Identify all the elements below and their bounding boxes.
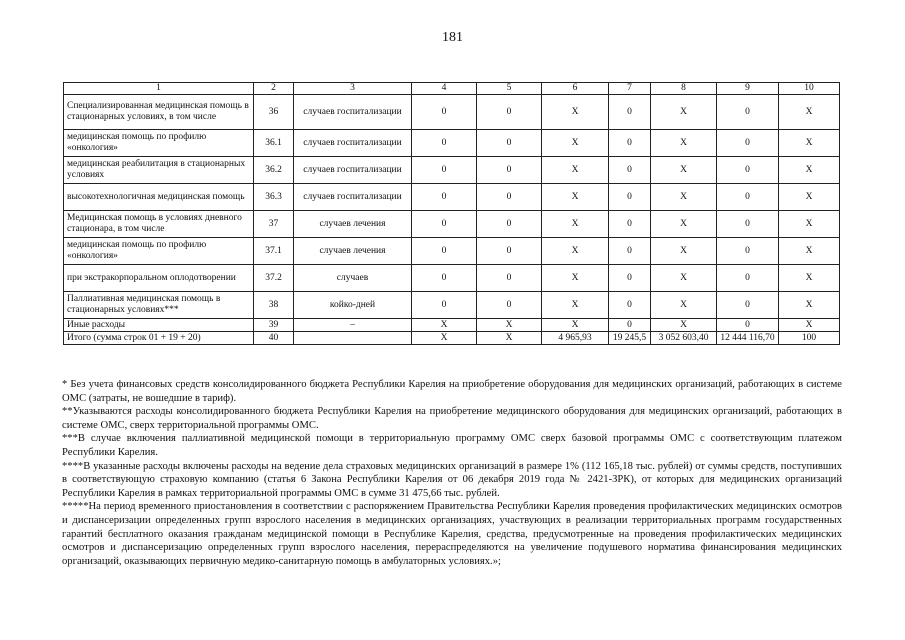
row-number: 36.2 bbox=[254, 157, 294, 184]
table-cell: 0 bbox=[412, 292, 477, 319]
table-cell: X bbox=[412, 332, 477, 345]
table-cell: X bbox=[542, 319, 609, 332]
row-unit: случаев лечения bbox=[294, 238, 412, 265]
row-number: 36.1 bbox=[254, 130, 294, 157]
table-cell: X bbox=[779, 238, 840, 265]
table-cell: X bbox=[542, 130, 609, 157]
table-cell: 0 bbox=[412, 130, 477, 157]
column-header: 5 bbox=[477, 83, 542, 95]
table-cell: X bbox=[542, 238, 609, 265]
row-number: 40 bbox=[254, 332, 294, 345]
table-cell: X bbox=[651, 157, 717, 184]
footnote: *****На период временного приостановления в соответствии с распоряжением Правительства Республики Карелия проведения профилактических медицинских осмотров и диспансеризации определенных групп взрослого населения в медицинских организациях, участвующих в реализации территориальных программ государственных гарантий бесплатного оказания гражданам медицинской помощи в Республике Карелия, средства, предусмотренные на проведения профилактических медицинских осмотров и диспансеризацию определенных групп взрослого населения, перераспределяются на увеличение подушевого норматива финансирования медицинских организаций, оказывающих первичную медико-санитарную помощь в амбулаторных условиях.»; bbox=[62, 501, 842, 567]
table-cell: 0 bbox=[609, 130, 651, 157]
table-cell: X bbox=[412, 319, 477, 332]
table-cell: X bbox=[651, 292, 717, 319]
column-header: 7 bbox=[609, 83, 651, 95]
table-row bbox=[64, 238, 840, 265]
row-name: высокотехнологичная медицинская помощь bbox=[64, 184, 254, 211]
table-cell: 0 bbox=[717, 211, 779, 238]
row-unit: случаев госпитализации bbox=[294, 157, 412, 184]
table-row bbox=[64, 95, 840, 130]
row-number: 36 bbox=[254, 95, 294, 130]
table-row bbox=[64, 130, 840, 157]
table-cell: X bbox=[651, 211, 717, 238]
table-header-row bbox=[64, 83, 840, 95]
table-cell: X bbox=[651, 184, 717, 211]
column-header: 6 bbox=[542, 83, 609, 95]
table-cell: X bbox=[651, 265, 717, 292]
row-unit: случаев госпитализации bbox=[294, 130, 412, 157]
footnote: * Без учета финансовых средств консолидированного бюджета Республики Карелия на приобретение оборудования для медицинских организаций, работающих в системе ОМС (затраты, не вошедшие в тариф). bbox=[62, 379, 842, 404]
row-name: Иные расходы bbox=[64, 319, 254, 332]
table-cell: 0 bbox=[412, 157, 477, 184]
table-cell: 0 bbox=[717, 157, 779, 184]
table-cell: 0 bbox=[609, 238, 651, 265]
row-name: Специализированная медицинская помощь в стационарных условиях, в том числе bbox=[64, 95, 254, 130]
page-number: 181 bbox=[442, 30, 463, 45]
table-cell: 0 bbox=[609, 265, 651, 292]
table-cell: 0 bbox=[717, 238, 779, 265]
table-row bbox=[64, 211, 840, 238]
table-cell: 0 bbox=[477, 211, 542, 238]
table-cell: 0 bbox=[477, 265, 542, 292]
table-cell: X bbox=[651, 319, 717, 332]
row-number: 37 bbox=[254, 211, 294, 238]
table-cell: 0 bbox=[412, 95, 477, 130]
table-cell: 0 bbox=[477, 238, 542, 265]
table-cell: 100 bbox=[779, 332, 840, 345]
table-cell: 0 bbox=[477, 157, 542, 184]
row-number: 39 bbox=[254, 319, 294, 332]
column-header: 3 bbox=[294, 83, 412, 95]
table-row bbox=[64, 157, 840, 184]
table-cell: X bbox=[542, 95, 609, 130]
table-cell: 0 bbox=[477, 292, 542, 319]
table-cell: 0 bbox=[477, 184, 542, 211]
table-cell: 3 052 603,40 bbox=[651, 332, 717, 345]
table-cell: 0 bbox=[717, 319, 779, 332]
row-number: 37.2 bbox=[254, 265, 294, 292]
row-name: медицинская реабилитация в стационарных условиях bbox=[64, 157, 254, 184]
table-cell: X bbox=[779, 95, 840, 130]
table-cell: 12 444 116,70 bbox=[717, 332, 779, 345]
table-cell: 0 bbox=[609, 319, 651, 332]
table-cell: 0 bbox=[609, 157, 651, 184]
column-header: 10 bbox=[779, 83, 840, 95]
table-cell: X bbox=[779, 130, 840, 157]
table-cell: X bbox=[477, 319, 542, 332]
table-cell: X bbox=[779, 211, 840, 238]
row-name: медицинская помощь по профилю «онкология» bbox=[64, 130, 254, 157]
row-unit bbox=[294, 332, 412, 345]
column-header: 4 bbox=[412, 83, 477, 95]
column-header: 2 bbox=[254, 83, 294, 95]
footnote: ***В случае включения паллиативной медицинской помощи в территориальную программу ОМС сверх базовой программы ОМС с соответствующим платежом Республики Карелия. bbox=[62, 433, 842, 458]
table-cell: X bbox=[779, 184, 840, 211]
table-cell: 0 bbox=[412, 211, 477, 238]
column-header: 8 bbox=[651, 83, 717, 95]
table-cell: 0 bbox=[609, 95, 651, 130]
table-cell: 19 245,5 bbox=[609, 332, 651, 345]
table-cell: 0 bbox=[717, 292, 779, 319]
row-unit: случаев госпитализации bbox=[294, 95, 412, 130]
table-cell: 0 bbox=[477, 95, 542, 130]
footnote: **Указываются расходы консолидированного бюджета Республики Карелия на приобретение медицинского оборудования для медицинских организаций, работающих в системе ОМС, сверх территориальной программы ОМС. bbox=[62, 406, 842, 431]
footnotes bbox=[62, 378, 842, 568]
table-cell: 4 965,93 bbox=[542, 332, 609, 345]
financing-table bbox=[63, 82, 840, 345]
row-name: при экстракорпоральном оплодотворении bbox=[64, 265, 254, 292]
row-name: медицинская помощь по профилю «онкология» bbox=[64, 238, 254, 265]
table-cell: 0 bbox=[609, 292, 651, 319]
column-header: 9 bbox=[717, 83, 779, 95]
table-cell: 0 bbox=[477, 130, 542, 157]
table-cell: X bbox=[779, 319, 840, 332]
table-cell: 0 bbox=[609, 184, 651, 211]
table-cell: X bbox=[542, 157, 609, 184]
table-cell: X bbox=[651, 130, 717, 157]
table-cell: 0 bbox=[412, 238, 477, 265]
table-cell: X bbox=[779, 157, 840, 184]
table-row bbox=[64, 184, 840, 211]
table-cell: 0 bbox=[412, 184, 477, 211]
table-row bbox=[64, 319, 840, 332]
row-unit: – bbox=[294, 319, 412, 332]
row-name: Итого (сумма строк 01 + 19 + 20) bbox=[64, 332, 254, 345]
row-unit: случаев госпитализации bbox=[294, 184, 412, 211]
table-cell: 0 bbox=[609, 211, 651, 238]
table-cell: X bbox=[651, 238, 717, 265]
row-name: Паллиативная медицинская помощь в стационарных условиях*** bbox=[64, 292, 254, 319]
table-cell: X bbox=[779, 292, 840, 319]
table-cell: X bbox=[477, 332, 542, 345]
table-cell: 0 bbox=[717, 265, 779, 292]
row-name: Медицинская помощь в условиях дневного стационара, в том числе bbox=[64, 211, 254, 238]
table-cell: X bbox=[542, 211, 609, 238]
table-cell: 0 bbox=[412, 265, 477, 292]
table-cell: 0 bbox=[717, 130, 779, 157]
column-header: 1 bbox=[64, 83, 254, 95]
table-cell: X bbox=[542, 265, 609, 292]
table-total-row bbox=[64, 332, 840, 345]
table-cell: X bbox=[651, 95, 717, 130]
row-unit: случаев лечения bbox=[294, 211, 412, 238]
table-cell: 0 bbox=[717, 95, 779, 130]
row-number: 38 bbox=[254, 292, 294, 319]
table-row bbox=[64, 292, 840, 319]
row-number: 36.3 bbox=[254, 184, 294, 211]
footnote: ****В указанные расходы включены расходы на ведение дела страховых медицинских организаций в размере 1% (112 165,18 тыс. рублей) от суммы средств, поступивших в соответствующую страховую компанию (статья 6 Закона Республики Карелия от 06 декабря 2019 года № 2421-ЗРК), от которых для медицинских организаций Республики Карелия в рамках территориальной программы ОМС в сумме 31 475,66 тыс. рублей. bbox=[62, 460, 842, 499]
table-cell: 0 bbox=[717, 184, 779, 211]
table-cell: X bbox=[779, 265, 840, 292]
row-unit: койко-дней bbox=[294, 292, 412, 319]
table-cell: X bbox=[542, 292, 609, 319]
row-number: 37.1 bbox=[254, 238, 294, 265]
table-cell: X bbox=[542, 184, 609, 211]
row-unit: случаев bbox=[294, 265, 412, 292]
table-row bbox=[64, 265, 840, 292]
